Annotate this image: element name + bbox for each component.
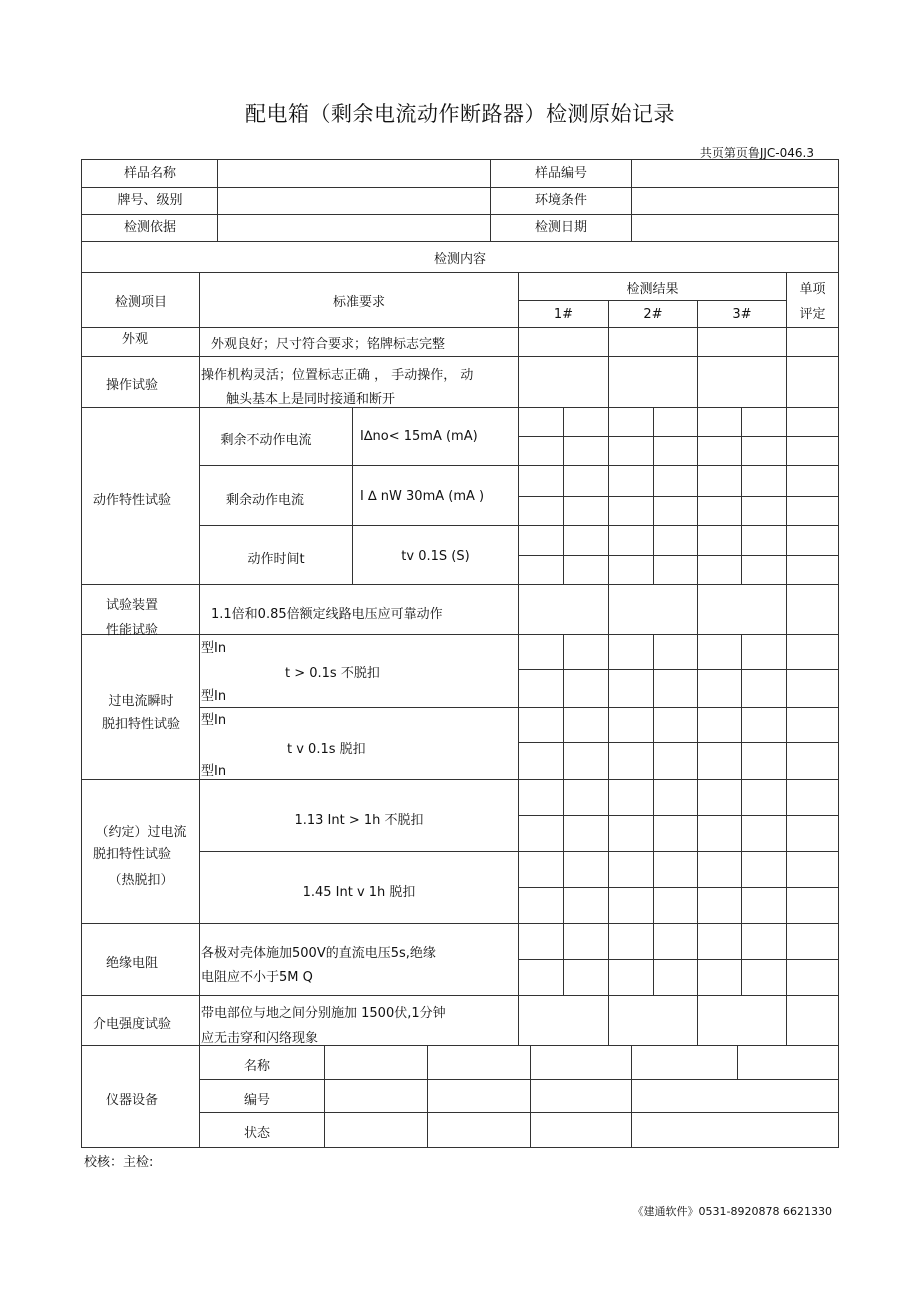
header-result-1: 1# [553,307,574,322]
operation-standard-line1: 操作机构灵活；位置标志正确 ， 手动操作， 动 [201,368,474,383]
action-sub1-value: I∆no< 15mA (mA) [360,429,478,444]
insulation-standard-line2: 电阻应不小于5M Q [201,970,313,985]
instant-a-top: 型In [201,641,227,656]
document-code: 共页第页鲁JJC-046.3 [699,146,814,160]
company-info: 《建通软件》0531-8920878 6621330 [632,1205,832,1218]
device-label-line2: 性能试验 [105,623,158,638]
header-standard: 标准要求 [332,295,385,310]
dielectric-label: 介电强度试验 [92,1017,171,1032]
appearance-label: 外观 [121,332,148,347]
operation-label: 操作试验 [105,378,158,393]
instant-label-line2: 脱扣特性试验 [101,717,180,732]
header-rating-line2: 评定 [799,307,826,322]
appearance-standard: 外观良好；尺寸符合要求；铭牌标志完整 [211,337,446,352]
dielectric-standard-line2: 应无击穿和闪络现象 [201,1031,319,1046]
header-result: 检测结果 [626,282,679,297]
content-title: 检测内容 [433,252,486,267]
thermal-label-line1: （约定）过电流 [95,825,187,840]
device-label-line1: 试验装置 [105,598,158,613]
equipment-label: 仪器设备 [105,1093,158,1108]
device-standard: 1.1倍和0.85倍额定线路电压应可靠动作 [211,607,443,622]
instant-b-mid: t v 0.1s 脱扣 [287,742,366,757]
label-test-basis: 检测依据 [123,220,176,235]
header-result-2: 2# [643,307,663,322]
label-sample-number: 样品编号 [534,166,587,181]
equipment-status-label: 状态 [244,1126,271,1141]
equipment-number-label: 编号 [244,1093,271,1108]
action-sub3-value: tv 0.1S (S) [401,549,470,564]
label-brand-grade: 牌号、级别 [117,193,183,208]
equipment-name-label: 名称 [244,1059,271,1074]
operation-standard-line2: 触头基本上是同时接通和断开 [226,392,396,407]
insulation-label: 绝缘电阻 [105,956,158,971]
dielectric-standard-line1: 带电部位与地之间分别施加 1500伏,1分钟 [201,1006,446,1021]
page-title: 配电箱（剩余电流动作断路器）检测原始记录 [245,102,675,126]
instant-a-mid: t > 0.1s 不脱扣 [285,666,380,681]
instant-b-bottom: 型In [201,764,227,779]
header-result-3: 3# [732,307,752,322]
thermal-b: 1.45 Int v 1h 脱扣 [302,885,416,900]
label-test-date: 检测日期 [534,220,587,235]
insulation-standard-line1: 各极对壳体施加500V的直流电压5s,绝缘 [201,946,436,961]
instant-a-bottom: 型In [201,689,227,704]
instant-label-line1: 过电流瞬时 [108,694,174,709]
signature-line: 校核：主检: [84,1155,154,1170]
label-environment: 环境条件 [534,193,587,208]
instant-b-top: 型In [201,713,227,728]
thermal-a: 1.13 Int > 1h 不脱扣 [294,813,424,828]
action-sub2-name: 剩余动作电流 [225,493,304,508]
action-sub1-name: 剩余不动作电流 [220,433,312,448]
action-sub2-value: I ∆ nW 30mA (mA ) [360,489,485,504]
action-label: 动作特性试验 [92,493,171,508]
thermal-label-line2: 脱扣特性试验 [92,847,171,862]
action-sub3-name: 动作时间t [247,552,305,567]
label-sample-name: 样品名称 [123,166,176,181]
header-item: 检测项目 [114,295,167,310]
header-rating-line1: 单项 [799,282,826,297]
thermal-label-line3: （热脱扣） [108,873,174,888]
